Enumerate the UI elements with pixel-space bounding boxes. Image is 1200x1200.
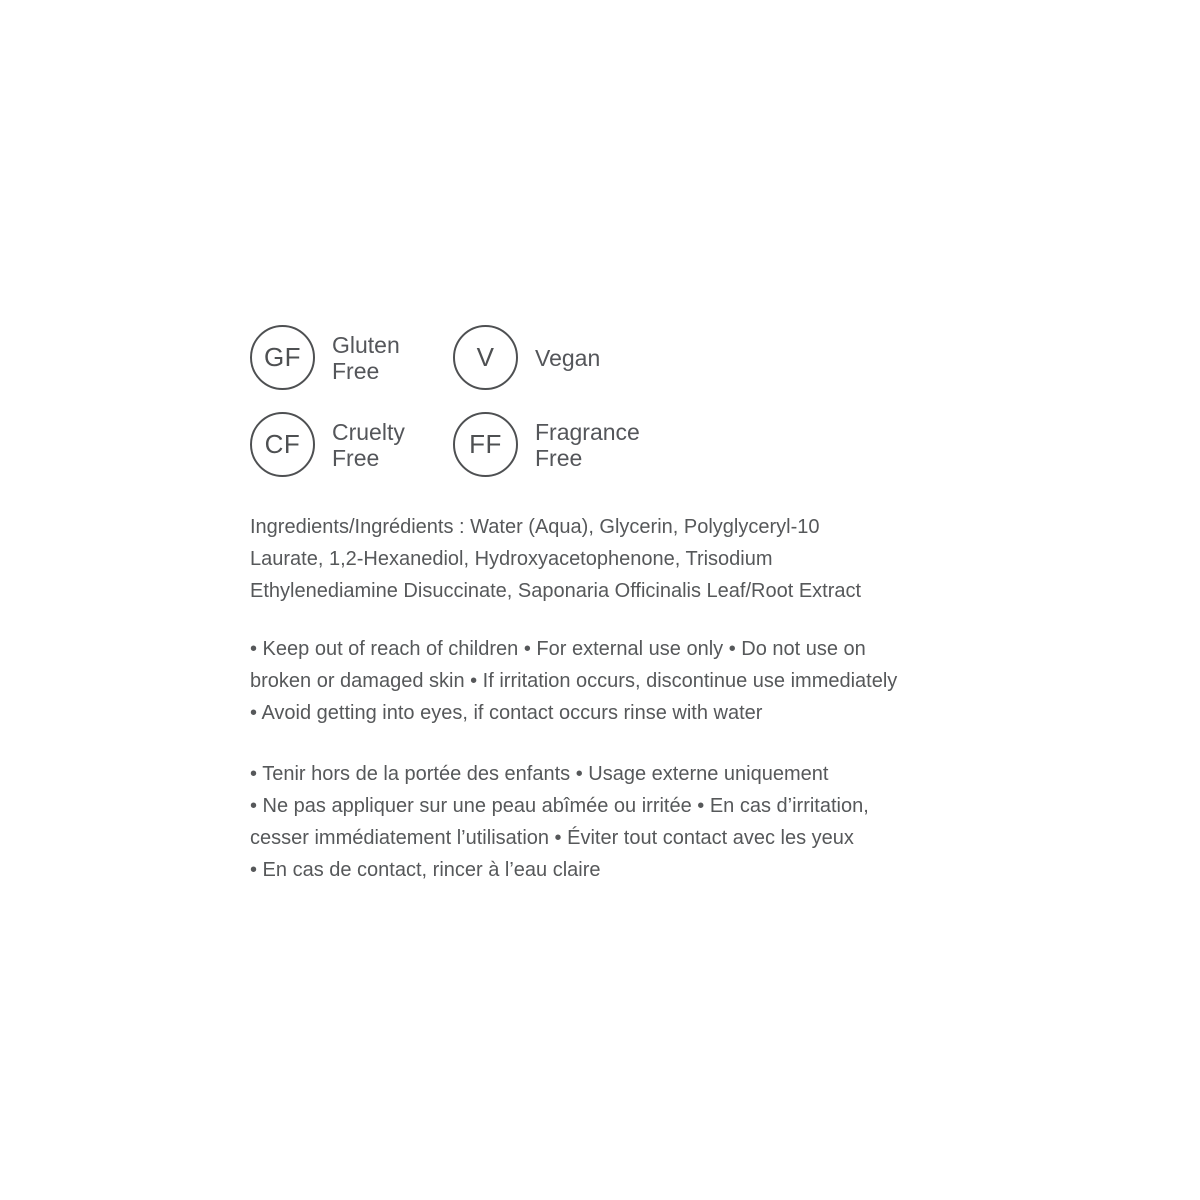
text-line: broken or damaged skin • If irritation occurs, discontinue use immediately	[250, 670, 898, 692]
text-line: • Ne pas appliquer sur une peau abîmée ou irritée • En cas d’irritation,	[250, 795, 869, 817]
gluten-free-icon: GF	[250, 325, 315, 390]
badge-label	[535, 419, 640, 471]
warnings-french	[250, 758, 970, 886]
ingredients-text	[250, 511, 970, 607]
badge-label	[332, 419, 405, 471]
vegan-icon: V	[453, 325, 518, 390]
text-line: • Tenir hors de la portée des enfants • Usage externe uniquement	[250, 763, 829, 785]
badge-label-line: Cruelty	[332, 418, 405, 445]
badge-label-line: Gluten	[332, 331, 400, 358]
badge-fragrance-free	[453, 412, 640, 477]
text-line: Ingredients/Ingrédients : Water (Aqua), Glycerin, Polyglyceryl-10	[250, 516, 820, 538]
badge-label-line: Free	[332, 357, 380, 384]
text-line: • Avoid getting into eyes, if contact occurs rinse with water	[250, 702, 763, 724]
text-line: cesser immédiatement l’utilisation • Éviter tout contact avec les yeux	[250, 827, 854, 849]
fragrance-free-icon: FF	[453, 412, 518, 477]
text-line: • Keep out of reach of children • For external use only • Do not use on	[250, 638, 866, 660]
badge-label	[332, 332, 400, 384]
warnings-english	[250, 633, 970, 729]
badge-label-line: Fragrance	[535, 418, 640, 445]
text-line: Ethylenediamine Disuccinate, Saponaria Officinalis Leaf/Root Extract	[250, 580, 862, 602]
badge-gluten-free	[250, 325, 400, 390]
badge-label-line: Free	[535, 444, 583, 471]
badge-vegan	[453, 325, 600, 390]
text-line: • En cas de contact, rincer à l’eau claire	[250, 859, 601, 881]
cruelty-free-icon: CF	[250, 412, 315, 477]
badge-label-line: Free	[332, 444, 380, 471]
badge-cruelty-free	[250, 412, 405, 477]
text-line: Laurate, 1,2-Hexanediol, Hydroxyacetophenone, Trisodium	[250, 548, 773, 570]
badge-label-line: Vegan	[535, 344, 601, 371]
badge-label	[535, 345, 600, 371]
